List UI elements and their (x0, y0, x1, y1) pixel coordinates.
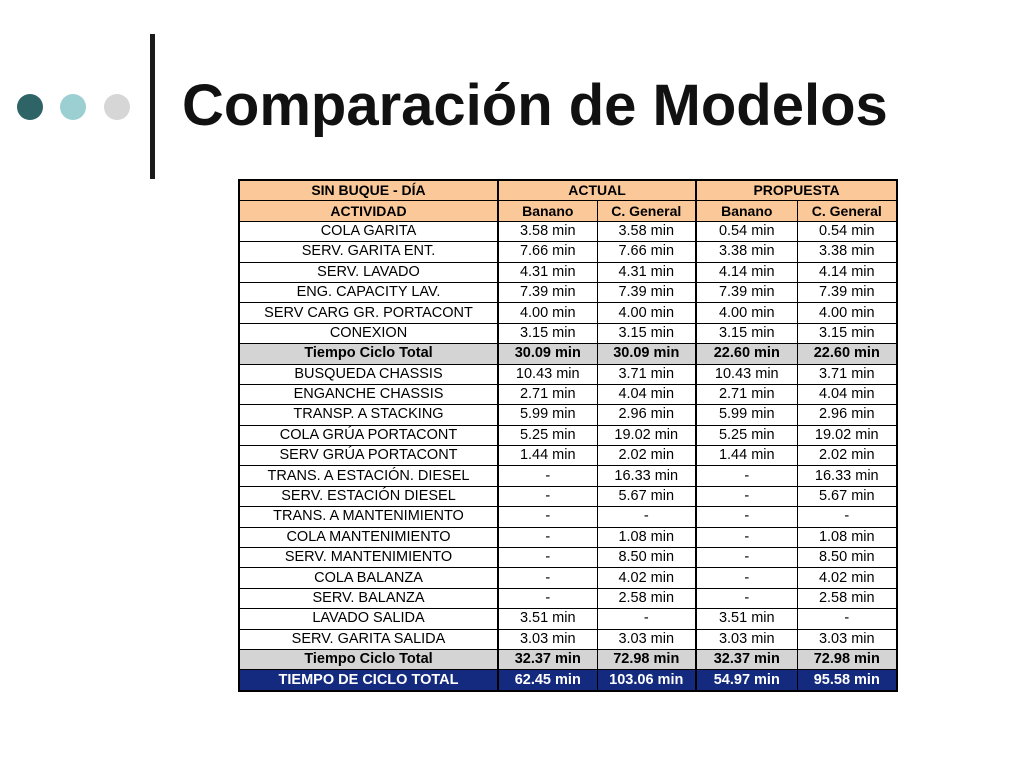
row-label-cell: SERV. GARITA SALIDA (239, 629, 498, 649)
table-row (239, 303, 897, 323)
value-cell: 32.37 min (498, 649, 597, 669)
row-label-cell: SERV. LAVADO (239, 262, 498, 282)
decorative-dot-teal (60, 94, 86, 120)
table-row (239, 527, 897, 547)
table-row (239, 242, 897, 262)
table-row (239, 425, 897, 445)
row-label-cell: ENG. CAPACITY LAV. (239, 282, 498, 302)
row-label-cell: BUSQUEDA CHASSIS (239, 364, 498, 384)
value-cell: 4.02 min (797, 568, 897, 588)
row-label-cell: TRANSP. A STACKING (239, 405, 498, 425)
header-cell-sin-buque: SIN BUQUE - DÍA (239, 180, 498, 201)
value-cell: 5.67 min (797, 486, 897, 506)
value-cell: 4.00 min (597, 303, 696, 323)
value-cell: 7.39 min (597, 282, 696, 302)
row-label-cell: COLA GARITA (239, 221, 498, 241)
value-cell: 19.02 min (597, 425, 696, 445)
value-cell: - (597, 507, 696, 527)
value-cell: 4.00 min (797, 303, 897, 323)
value-cell: 19.02 min (797, 425, 897, 445)
value-cell: - (498, 548, 597, 568)
row-label-cell: COLA GRÚA PORTACONT (239, 425, 498, 445)
value-cell: - (696, 548, 797, 568)
value-cell: 7.66 min (498, 242, 597, 262)
value-cell: 0.54 min (797, 221, 897, 241)
value-cell: 62.45 min (498, 670, 597, 691)
table-row (239, 405, 897, 425)
value-cell: 3.15 min (797, 323, 897, 343)
value-cell: - (797, 507, 897, 527)
row-label-cell: CONEXION (239, 323, 498, 343)
header-cell-propuesta: PROPUESTA (696, 180, 897, 201)
value-cell: 3.51 min (696, 609, 797, 629)
value-cell: 5.25 min (696, 425, 797, 445)
value-cell: 3.15 min (498, 323, 597, 343)
table-row (239, 548, 897, 568)
header-cell-banano-actual: Banano (498, 201, 597, 221)
value-cell: 4.04 min (797, 384, 897, 404)
value-cell: 30.09 min (597, 344, 696, 364)
row-label-cell: TRANS. A MANTENIMIENTO (239, 507, 498, 527)
value-cell: 3.71 min (797, 364, 897, 384)
decorative-dot-dark (17, 94, 43, 120)
value-cell: 10.43 min (498, 364, 597, 384)
value-cell: 4.31 min (597, 262, 696, 282)
value-cell: 4.31 min (498, 262, 597, 282)
value-cell: - (498, 568, 597, 588)
value-cell: 3.03 min (597, 629, 696, 649)
value-cell: 54.97 min (696, 670, 797, 691)
value-cell: 3.15 min (597, 323, 696, 343)
value-cell: 2.96 min (597, 405, 696, 425)
table-row (239, 588, 897, 608)
value-cell: 3.03 min (797, 629, 897, 649)
value-cell: - (597, 609, 696, 629)
value-cell: 2.96 min (797, 405, 897, 425)
table-row (239, 323, 897, 343)
value-cell: 2.58 min (797, 588, 897, 608)
value-cell: 4.04 min (597, 384, 696, 404)
value-cell: 2.58 min (597, 588, 696, 608)
value-cell: 7.39 min (797, 282, 897, 302)
row-label-cell: SERV. ESTACIÓN DIESEL (239, 486, 498, 506)
value-cell: 7.66 min (597, 242, 696, 262)
value-cell: 3.38 min (696, 242, 797, 262)
value-cell: 72.98 min (597, 649, 696, 669)
value-cell: 22.60 min (696, 344, 797, 364)
value-cell: - (498, 588, 597, 608)
value-cell: 3.15 min (696, 323, 797, 343)
table-header-row-groups (239, 180, 897, 201)
row-label-cell: COLA MANTENIMIENTO (239, 527, 498, 547)
table-row (239, 629, 897, 649)
row-label-cell: LAVADO SALIDA (239, 609, 498, 629)
value-cell: 3.03 min (498, 629, 597, 649)
value-cell: 1.08 min (797, 527, 897, 547)
value-cell: 3.51 min (498, 609, 597, 629)
value-cell: 5.25 min (498, 425, 597, 445)
row-label-cell: TRANS. A ESTACIÓN. DIESEL (239, 466, 498, 486)
value-cell: 103.06 min (597, 670, 696, 691)
value-cell: 1.44 min (498, 446, 597, 466)
value-cell: - (696, 507, 797, 527)
value-cell: - (498, 466, 597, 486)
header-cell-actual: ACTUAL (498, 180, 696, 201)
value-cell: 7.39 min (498, 282, 597, 302)
slide-title: Comparación de Modelos (182, 73, 888, 138)
row-label-cell: SERV CARG GR. PORTACONT (239, 303, 498, 323)
value-cell: 2.02 min (797, 446, 897, 466)
value-cell: 1.08 min (597, 527, 696, 547)
table-row (239, 486, 897, 506)
value-cell: 3.58 min (597, 221, 696, 241)
value-cell: 4.14 min (696, 262, 797, 282)
table-row (239, 221, 897, 241)
table-row (239, 282, 897, 302)
value-cell: 4.14 min (797, 262, 897, 282)
header-cell-cgeneral-actual: C. General (597, 201, 696, 221)
table-row (239, 568, 897, 588)
value-cell: 3.38 min (797, 242, 897, 262)
value-cell: - (797, 609, 897, 629)
value-cell: - (696, 466, 797, 486)
row-label-cell: SERV. MANTENIMIENTO (239, 548, 498, 568)
comparison-table (238, 179, 898, 692)
row-label-cell: ENGANCHE CHASSIS (239, 384, 498, 404)
table-row (239, 670, 897, 691)
value-cell: 3.71 min (597, 364, 696, 384)
value-cell: - (696, 588, 797, 608)
value-cell: 1.44 min (696, 446, 797, 466)
value-cell: 72.98 min (797, 649, 897, 669)
value-cell: 2.71 min (696, 384, 797, 404)
value-cell: 10.43 min (696, 364, 797, 384)
table-row (239, 649, 897, 669)
value-cell: 32.37 min (696, 649, 797, 669)
value-cell: 2.71 min (498, 384, 597, 404)
value-cell: - (696, 527, 797, 547)
value-cell: 5.99 min (696, 405, 797, 425)
row-label-cell: Tiempo Ciclo Total (239, 649, 498, 669)
row-label-cell: TIEMPO DE CICLO TOTAL (239, 670, 498, 691)
value-cell: - (696, 568, 797, 588)
value-cell: 16.33 min (597, 466, 696, 486)
table-header-row-columns (239, 201, 897, 221)
table-row (239, 384, 897, 404)
row-label-cell: SERV. GARITA ENT. (239, 242, 498, 262)
value-cell: - (696, 486, 797, 506)
value-cell: 2.02 min (597, 446, 696, 466)
table-row (239, 507, 897, 527)
value-cell: 3.58 min (498, 221, 597, 241)
value-cell: 8.50 min (797, 548, 897, 568)
value-cell: 8.50 min (597, 548, 696, 568)
table-row (239, 609, 897, 629)
decorative-dot-gray (104, 94, 130, 120)
value-cell: 4.00 min (498, 303, 597, 323)
value-cell: 4.00 min (696, 303, 797, 323)
title-divider-line (150, 34, 155, 179)
row-label-cell: SERV. BALANZA (239, 588, 498, 608)
value-cell: - (498, 486, 597, 506)
value-cell: 5.99 min (498, 405, 597, 425)
table-row (239, 446, 897, 466)
value-cell: 22.60 min (797, 344, 897, 364)
value-cell: 0.54 min (696, 221, 797, 241)
row-label-cell: COLA BALANZA (239, 568, 498, 588)
row-label-cell: Tiempo Ciclo Total (239, 344, 498, 364)
header-cell-actividad: ACTIVIDAD (239, 201, 498, 221)
table-row (239, 344, 897, 364)
value-cell: 4.02 min (597, 568, 696, 588)
header-cell-banano-propuesta: Banano (696, 201, 797, 221)
table-row (239, 262, 897, 282)
value-cell: 30.09 min (498, 344, 597, 364)
value-cell: 3.03 min (696, 629, 797, 649)
table-row (239, 364, 897, 384)
value-cell: - (498, 527, 597, 547)
row-label-cell: SERV GRÚA PORTACONT (239, 446, 498, 466)
header-cell-cgeneral-propuesta: C. General (797, 201, 897, 221)
table-row (239, 466, 897, 486)
value-cell: 95.58 min (797, 670, 897, 691)
value-cell: 7.39 min (696, 282, 797, 302)
value-cell: - (498, 507, 597, 527)
value-cell: 16.33 min (797, 466, 897, 486)
value-cell: 5.67 min (597, 486, 696, 506)
